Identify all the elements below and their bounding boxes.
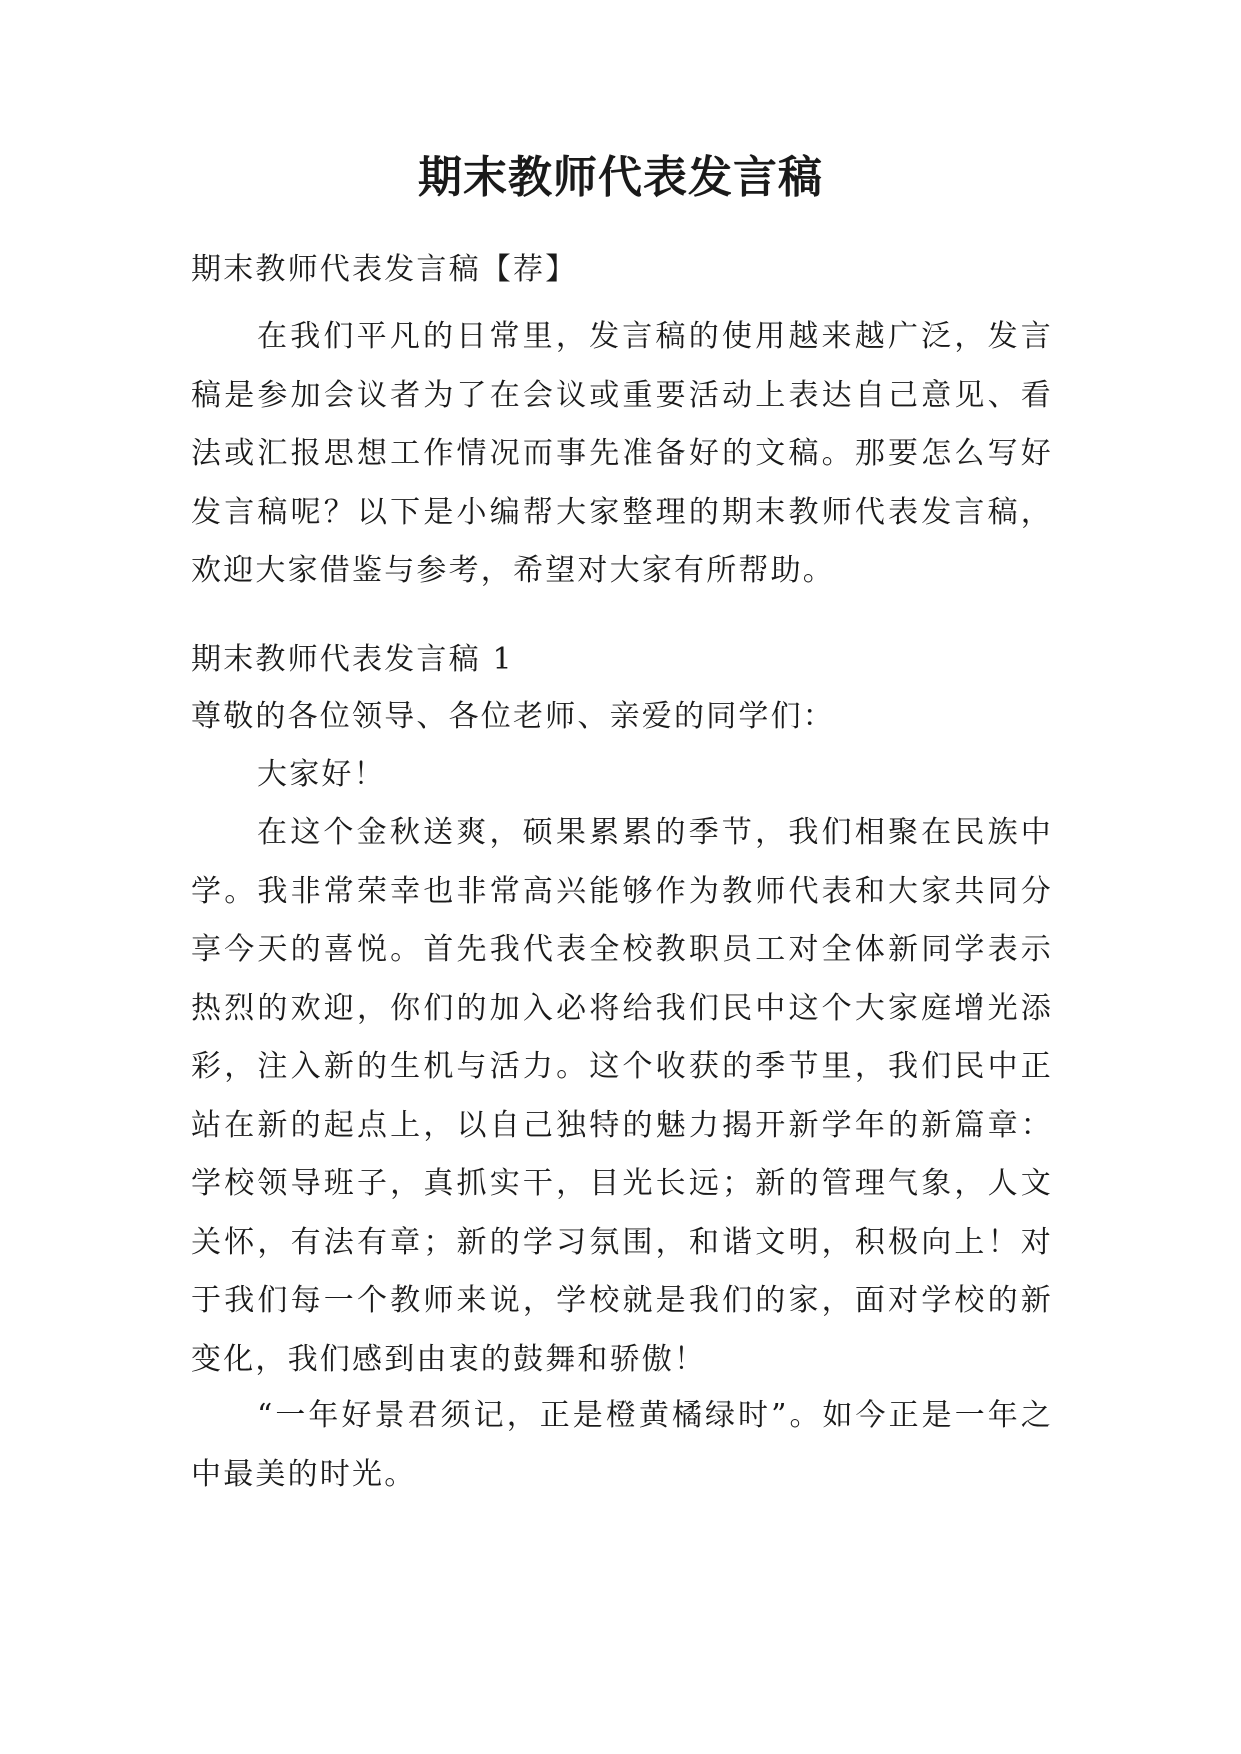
greeting: 大家好！ (257, 757, 386, 792)
document-subtitle: 期末教师代表发言稿【荐】 (191, 252, 578, 287)
salutation: 尊敬的各位领导、各位老师、亲爱的同学们： (191, 699, 835, 734)
document-title: 期末教师代表发言稿 (418, 152, 823, 203)
body-paragraph-1: 在这个金秋送爽，硕果累累的季节，我们相聚在民族中学。我非常荣幸也非常高兴能够作为教师代表和大家共同分享今天的喜悦。首先我代表全校教职员工对全体新同学表示热烈的欢迎，你们的加入必将给我们民中这个大家庭增光添彩，注入新的生机与活力。这个收获的季节里，我们民中正站在新的起点上，以自己独特的魅力揭开新学年的新篇章：学校领导班子，真抓实干，目光长远；新的管理气象，人文关怀，有法有章；新的学习氛围，和谐文明，积极向上！对于我们每一个教师来说，学校就是我们的家，面对学校的新变化，我们感到由衷的鼓舞和骄傲！ (191, 815, 1053, 1377)
body-paragraph-2: “一年好景君须记，正是橙黄橘绿时”。如今正是一年之中最美的时光。 (191, 1398, 1053, 1492)
section-heading: 期末教师代表发言稿 1 (191, 642, 514, 677)
intro-paragraph: 在我们平凡的日常里，发言稿的使用越来越广泛，发言稿是参加会议者为了在会议或重要活动上表达自己意见、看法或汇报思想工作情况而事先准备好的文稿。那要怎么写好发言稿呢？以下是小编帮大家整理的期末教师代表发言稿，欢迎大家借鉴与参考，希望对大家有所帮助。 (191, 319, 1053, 588)
